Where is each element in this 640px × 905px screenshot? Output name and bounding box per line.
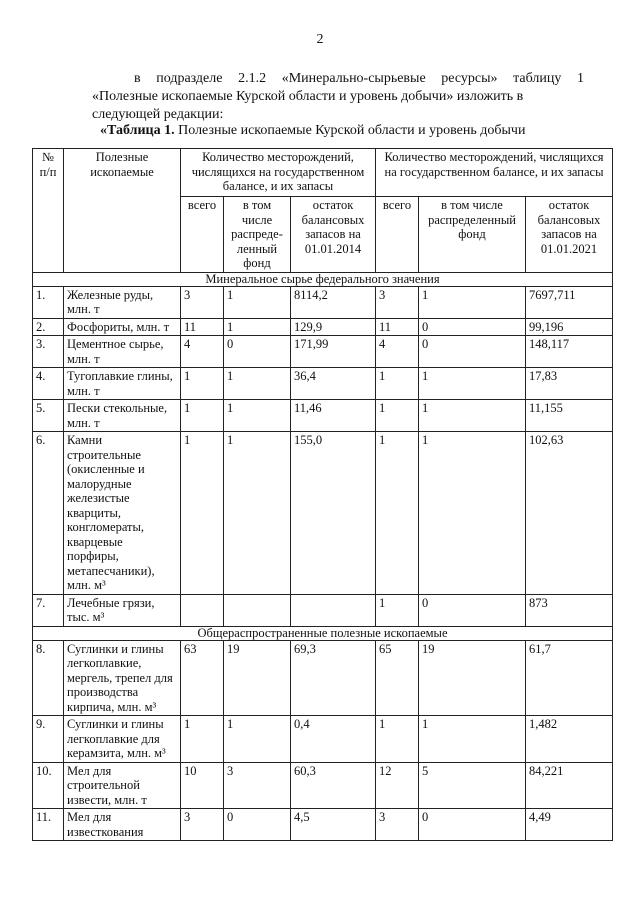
cell-remainder-2021: 4,49 xyxy=(526,809,613,841)
cell-total-2021: 3 xyxy=(376,286,419,318)
cell-remainder-2014: 60,3 xyxy=(291,762,376,809)
cell-remainder-2021: 102,63 xyxy=(526,432,613,595)
cell-total-2014: 11 xyxy=(181,318,224,336)
cell-num: 8. xyxy=(33,640,64,716)
cell-num: 11. xyxy=(33,809,64,841)
page-number: 2 xyxy=(316,32,324,47)
cell-num: 4. xyxy=(33,368,64,400)
cell-mineral: Цементное сырье, млн. т xyxy=(64,336,181,368)
cell-remainder-2014: 155,0 xyxy=(291,432,376,595)
cell-mineral: Железные руды, млн. т xyxy=(64,286,181,318)
cell-num: 9. xyxy=(33,716,64,763)
cell-mineral: Мел для известкования xyxy=(64,809,181,841)
cell-total-2014: 10 xyxy=(181,762,224,809)
cell-total-2021: 4 xyxy=(376,336,419,368)
cell-distributed-2021: 1 xyxy=(419,286,526,318)
cell-mineral: Фосфориты, млн. т xyxy=(64,318,181,336)
cell-remainder-2021: 148,117 xyxy=(526,336,613,368)
intro-line-2: «Полезные ископаемые Курской области и уровень добычи» изложить в xyxy=(92,89,524,104)
cell-distributed-2014: 1 xyxy=(224,400,291,432)
cell-distributed-2021: 1 xyxy=(419,368,526,400)
table-row xyxy=(33,336,613,368)
cell-remainder-2021: 7697,711 xyxy=(526,286,613,318)
cell-total-2021: 11 xyxy=(376,318,419,336)
cell-num: 3. xyxy=(33,336,64,368)
cell-num: 7. xyxy=(33,594,64,626)
cell-mineral: Лечебные грязи, тыс. м³ xyxy=(64,594,181,626)
table-row xyxy=(33,286,613,318)
header-total-2014: всего xyxy=(181,197,224,273)
cell-total-2014: 63 xyxy=(181,640,224,716)
cell-mineral: Тугоплавкие глины, млн. т xyxy=(64,368,181,400)
cell-total-2014 xyxy=(181,594,224,626)
cell-total-2014: 1 xyxy=(181,368,224,400)
intro-line-3: следующей редакции: xyxy=(92,107,224,122)
cell-remainder-2021: 99,196 xyxy=(526,318,613,336)
cell-total-2021: 1 xyxy=(376,594,419,626)
header-group-2021: Количество месторождений, числящихся на государственном балансе, и их запасы xyxy=(376,149,613,197)
table-row xyxy=(33,432,613,595)
table-row xyxy=(33,762,613,809)
cell-remainder-2014: 129,9 xyxy=(291,318,376,336)
header-remainder-2014: остаток балансовых запасов на 01.01.2014 xyxy=(291,197,376,273)
cell-total-2021: 1 xyxy=(376,716,419,763)
table-row xyxy=(33,809,613,841)
cell-distributed-2021: 1 xyxy=(419,432,526,595)
cell-distributed-2021: 1 xyxy=(419,716,526,763)
cell-remainder-2014: 11,46 xyxy=(291,400,376,432)
cell-total-2014: 4 xyxy=(181,336,224,368)
cell-num: 5. xyxy=(33,400,64,432)
cell-distributed-2014: 19 xyxy=(224,640,291,716)
cell-total-2014: 3 xyxy=(181,286,224,318)
cell-distributed-2014: 1 xyxy=(224,318,291,336)
intro-paragraph xyxy=(92,70,584,124)
cell-mineral: Мел для строительной извести, млн. т xyxy=(64,762,181,809)
table-caption xyxy=(92,123,592,139)
cell-distributed-2021: 1 xyxy=(419,400,526,432)
header-mineral: Полезные ископаемые xyxy=(64,149,181,273)
cell-distributed-2021: 19 xyxy=(419,640,526,716)
cell-mineral: Камни строительные (окисленные и малорудные железистые кварциты, конгломераты, кварцевые порфиры, метапесчаники), млн. м³ xyxy=(64,432,181,595)
cell-remainder-2014 xyxy=(291,594,376,626)
cell-total-2021: 65 xyxy=(376,640,419,716)
cell-distributed-2014: 0 xyxy=(224,809,291,841)
cell-remainder-2021: 61,7 xyxy=(526,640,613,716)
table-row xyxy=(33,400,613,432)
minerals-table xyxy=(32,148,613,841)
cell-total-2014: 1 xyxy=(181,432,224,595)
header-distributed-2014: в том числе распреде-ленный фонд xyxy=(224,197,291,273)
cell-remainder-2021: 11,155 xyxy=(526,400,613,432)
cell-distributed-2021: 0 xyxy=(419,594,526,626)
table-row xyxy=(33,318,613,336)
cell-distributed-2014: 3 xyxy=(224,762,291,809)
cell-num: 1. xyxy=(33,286,64,318)
cell-remainder-2021: 1,482 xyxy=(526,716,613,763)
cell-distributed-2014: 0 xyxy=(224,336,291,368)
header-remainder-2021: остаток балансовых запасов на 01.01.2021 xyxy=(526,197,613,273)
table-caption-label: «Таблица 1. xyxy=(100,123,175,138)
table-caption-title: Полезные ископаемые Курской области и уровень добычи xyxy=(178,123,526,138)
cell-distributed-2014: 1 xyxy=(224,286,291,318)
cell-remainder-2014: 69,3 xyxy=(291,640,376,716)
cell-remainder-2014: 36,4 xyxy=(291,368,376,400)
table-row xyxy=(33,640,613,716)
cell-total-2014: 1 xyxy=(181,716,224,763)
cell-remainder-2014: 4,5 xyxy=(291,809,376,841)
cell-distributed-2021: 5 xyxy=(419,762,526,809)
cell-remainder-2014: 0,4 xyxy=(291,716,376,763)
cell-remainder-2014: 8114,2 xyxy=(291,286,376,318)
table-row xyxy=(33,594,613,626)
cell-distributed-2021: 0 xyxy=(419,336,526,368)
cell-distributed-2014 xyxy=(224,594,291,626)
cell-total-2014: 3 xyxy=(181,809,224,841)
cell-num: 6. xyxy=(33,432,64,595)
section-federal: Минеральное сырье федерального значения xyxy=(33,272,613,286)
cell-distributed-2021: 0 xyxy=(419,318,526,336)
cell-distributed-2014: 1 xyxy=(224,368,291,400)
cell-total-2014: 1 xyxy=(181,400,224,432)
cell-distributed-2014: 1 xyxy=(224,716,291,763)
section-common: Общераспространенные полезные ископаемые xyxy=(33,626,613,640)
header-total-2021: всего xyxy=(376,197,419,273)
cell-remainder-2014: 171,99 xyxy=(291,336,376,368)
cell-total-2021: 1 xyxy=(376,368,419,400)
intro-line-1: в подразделе 2.1.2 «Минерально-сырьевые ресурсы» таблицу 1 xyxy=(134,71,584,86)
table-row xyxy=(33,368,613,400)
cell-mineral: Пески стекольные, млн. т xyxy=(64,400,181,432)
cell-distributed-2014: 1 xyxy=(224,432,291,595)
cell-total-2021: 1 xyxy=(376,400,419,432)
cell-num: 2. xyxy=(33,318,64,336)
cell-num: 10. xyxy=(33,762,64,809)
cell-remainder-2021: 84,221 xyxy=(526,762,613,809)
cell-total-2021: 12 xyxy=(376,762,419,809)
cell-total-2021: 3 xyxy=(376,809,419,841)
cell-mineral: Суглинки и глины легкоплавкие для керамзита, млн. м³ xyxy=(64,716,181,763)
cell-remainder-2021: 873 xyxy=(526,594,613,626)
cell-mineral: Суглинки и глины легкоплавкие, мергель, трепел для производства кирпича, млн. м³ xyxy=(64,640,181,716)
table-row xyxy=(33,716,613,763)
header-distributed-2021: в том числе распределенный фонд xyxy=(419,197,526,273)
header-num: № п/п xyxy=(33,149,64,273)
cell-distributed-2021: 0 xyxy=(419,809,526,841)
cell-total-2021: 1 xyxy=(376,432,419,595)
header-group-2014: Количество месторождений, числящихся на государственном балансе, и их запасы xyxy=(181,149,376,197)
cell-remainder-2021: 17,83 xyxy=(526,368,613,400)
